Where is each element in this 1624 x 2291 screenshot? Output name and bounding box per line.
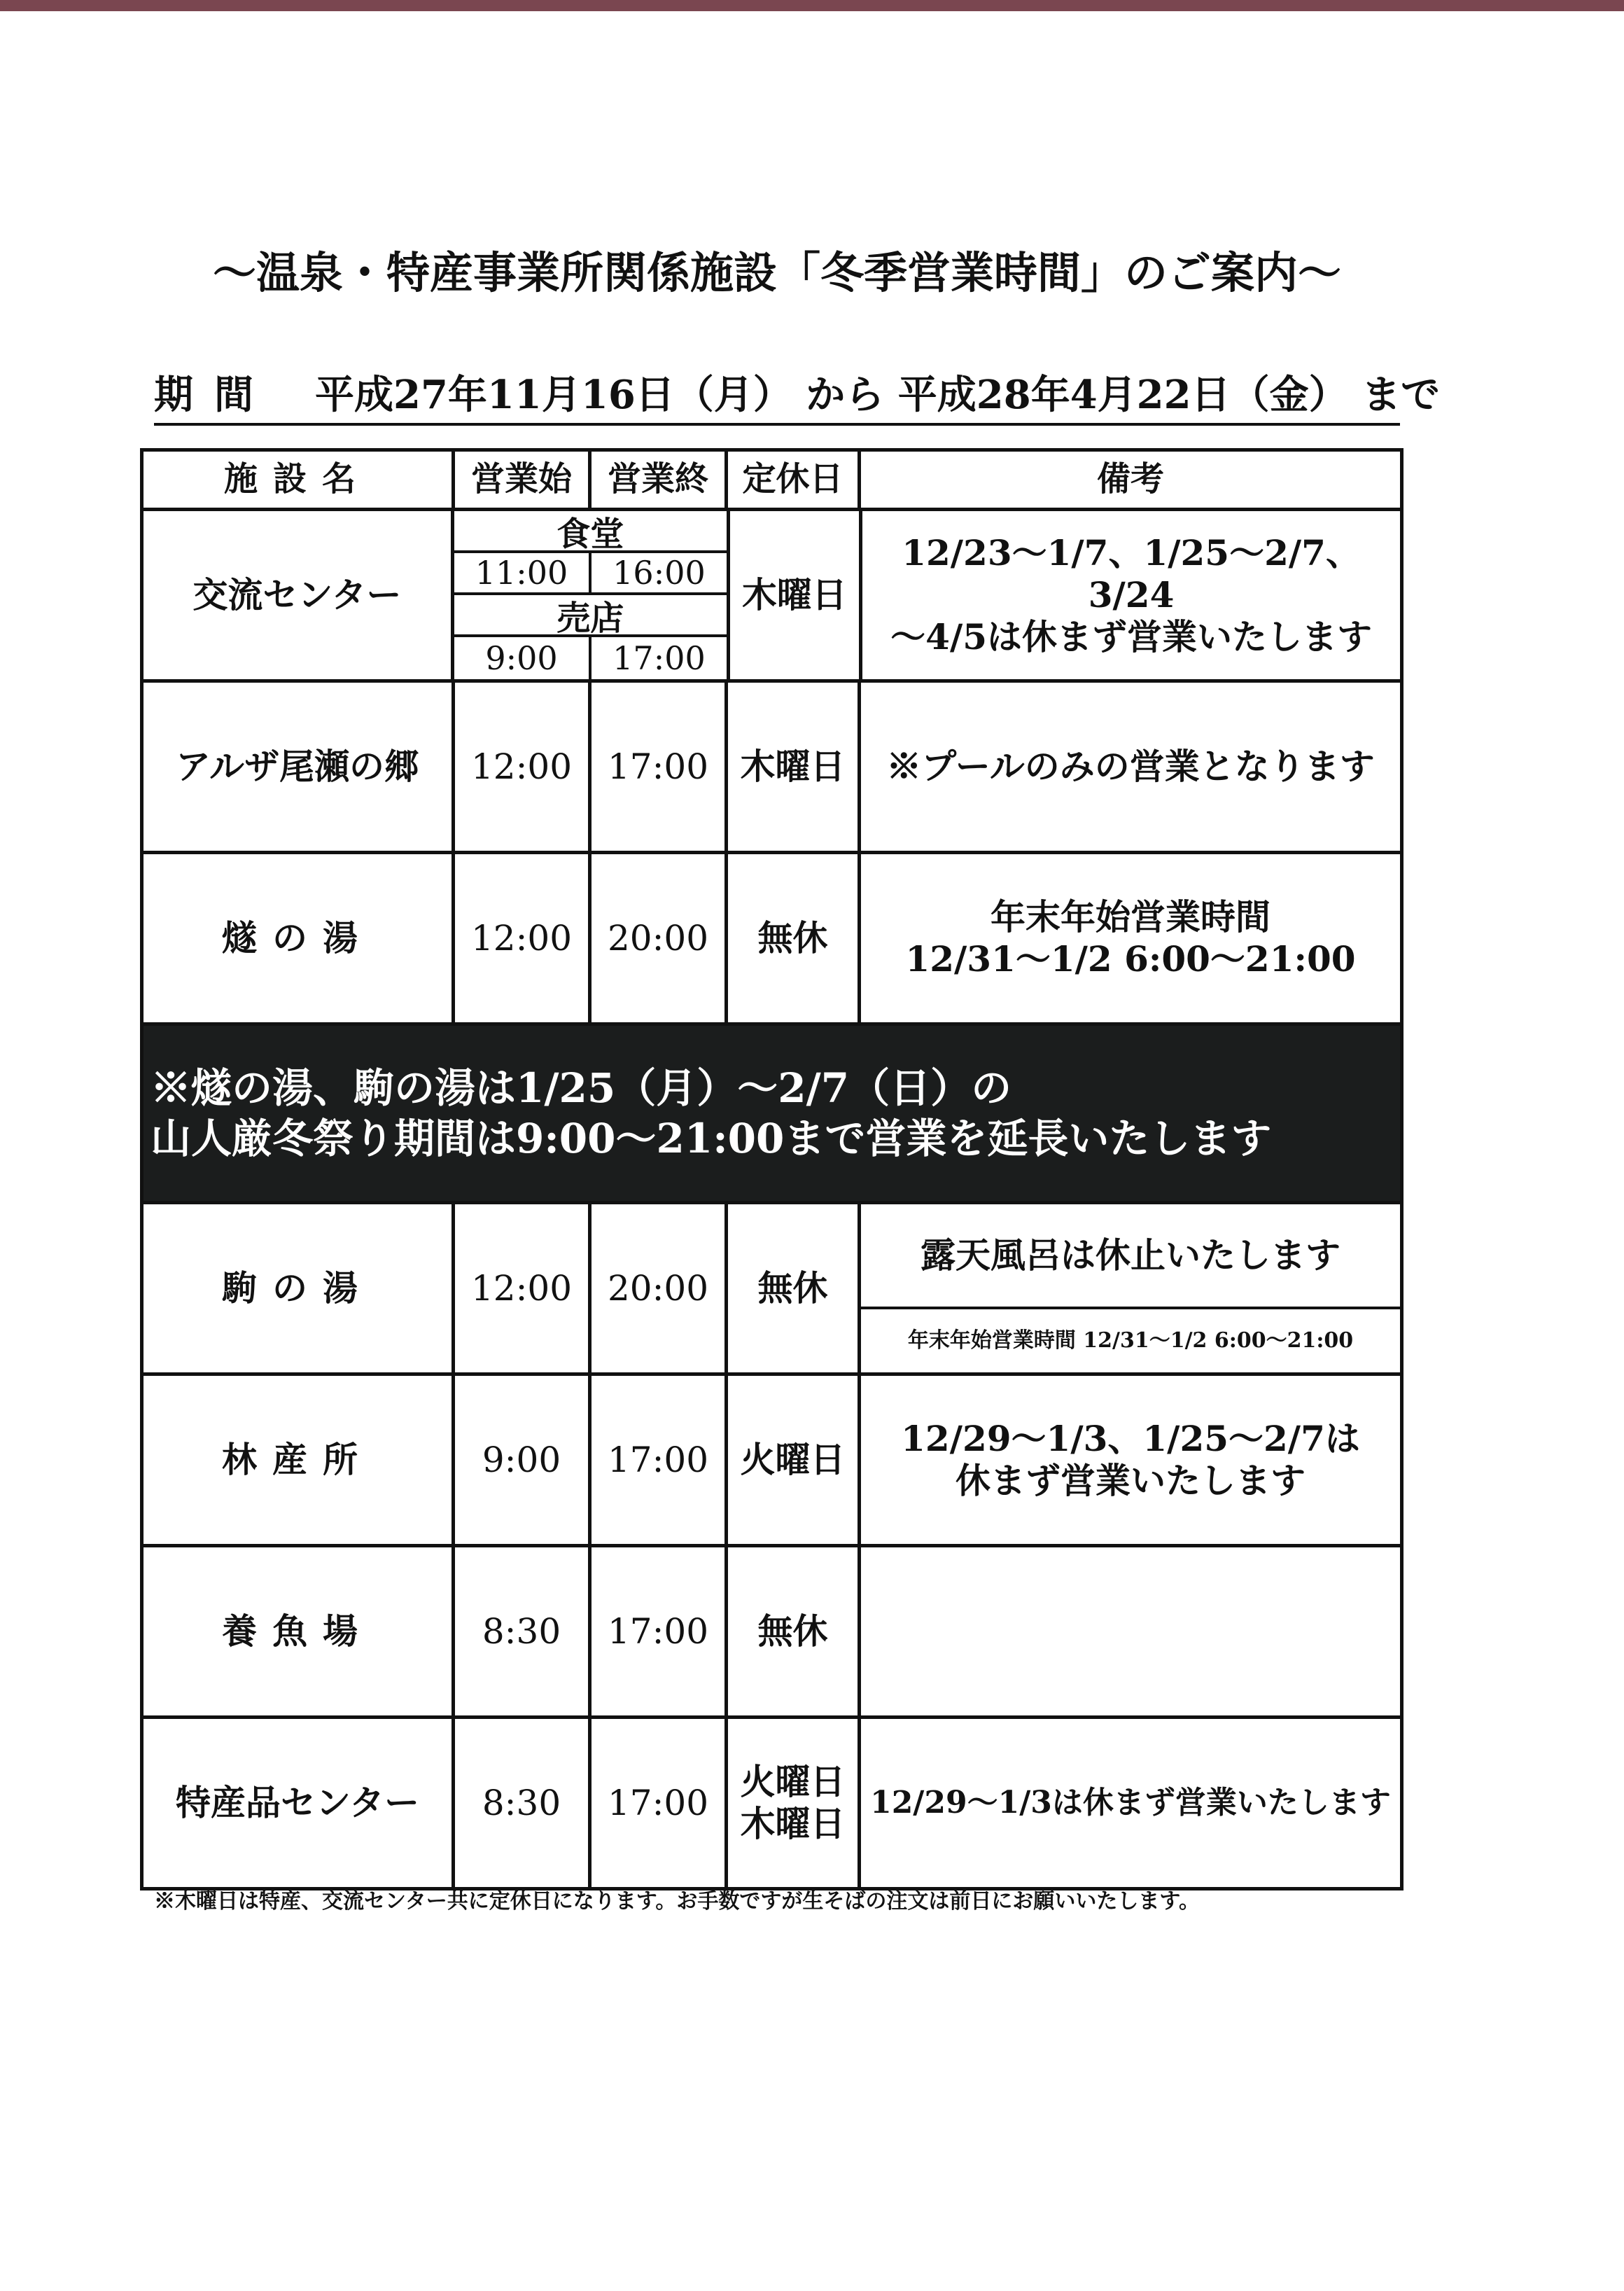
- holiday: [728, 1719, 861, 1887]
- holiday-line: 木曜日: [740, 1803, 846, 1844]
- facility-name: 燧の湯: [144, 854, 455, 1022]
- note: [861, 1376, 1400, 1544]
- open-time: 12:00: [455, 683, 592, 851]
- note: [861, 1204, 1400, 1372]
- header-holiday: 定休日: [728, 452, 861, 508]
- facility-name: 駒の湯: [144, 1204, 455, 1372]
- table-row-koryu: [144, 511, 1400, 683]
- note: 12/29～1/3は休まず営業いたします: [870, 1784, 1391, 1820]
- table-row-rinsan: [144, 1376, 1400, 1547]
- close-time: 17:00: [592, 683, 728, 851]
- period-line: [154, 364, 1441, 426]
- note-top: 露天風呂は休止いたします: [861, 1204, 1400, 1309]
- note: [861, 1547, 1400, 1715]
- holiday: 無休: [728, 1547, 861, 1715]
- open-time: 11:00: [454, 553, 592, 592]
- close-time: 17:00: [592, 1547, 728, 1715]
- header-open: 営業始: [455, 452, 592, 508]
- close-time: 17:00: [592, 1719, 728, 1887]
- banner-line: ※燧の湯、駒の湯は1/25（月）～2/7（日）の: [150, 1064, 1012, 1112]
- open-time: 8:30: [455, 1719, 592, 1887]
- holiday: 木曜日: [730, 511, 862, 679]
- period-label: 期間: [154, 372, 274, 418]
- period-text: 平成27年11月16日（月） から 平成28年4月22日（金） まで: [315, 372, 1441, 418]
- table-row-tokusan: [144, 1719, 1400, 1887]
- open-time: 12:00: [455, 1204, 592, 1372]
- paper-edge: [0, 0, 1624, 11]
- schedule-table: [140, 448, 1404, 1890]
- header-name: 施設名: [144, 452, 455, 508]
- open-time: 12:00: [455, 854, 592, 1022]
- holiday: 火曜日: [728, 1376, 861, 1544]
- note-line: 12/23～1/7、1/25～2/7、3/24: [902, 532, 1361, 615]
- sub-times-baiten: [454, 637, 727, 679]
- close-time: 17:00: [592, 1376, 728, 1544]
- table-row-hiuchi: [144, 854, 1400, 1026]
- notice-banner: [144, 1026, 1400, 1204]
- note: ※プールのみの営業となります: [886, 746, 1375, 787]
- sub-times-shokudo: [454, 553, 727, 595]
- footnote: ※木曜日は特産、交流センター共に定休日になります。お手数ですが生そばの注文は前日にお願いいたします。: [154, 1889, 1200, 1914]
- note-bottom: 年末年始営業時間 12/31～1/2 6:00～21:00: [907, 1328, 1354, 1353]
- sub-label-baiten: 売店: [454, 595, 727, 637]
- banner-line: 山人厳冬祭り期間は9:00～21:00まで営業を延長いたします: [150, 1115, 1272, 1162]
- table-row-koma: [144, 1204, 1400, 1376]
- table-row-aruza: [144, 683, 1400, 854]
- facility-name: 特産品センター: [144, 1719, 455, 1887]
- facility-name: 林産所: [144, 1376, 455, 1544]
- header-note: 備考: [1096, 459, 1164, 499]
- holiday: 無休: [728, 854, 861, 1022]
- note-line: 年末年始営業時間: [990, 896, 1270, 938]
- note-line: ～4/5は休まず営業いたします: [890, 616, 1372, 657]
- close-time: 20:00: [592, 1204, 728, 1372]
- sub-label-shokudo: 食堂: [454, 511, 727, 553]
- note-line: 12/31～1/2 6:00～21:00: [905, 938, 1356, 980]
- note-line: 12/29～1/3、1/25～2/7は: [901, 1418, 1360, 1459]
- note-line: 休まず営業いたします: [955, 1460, 1306, 1501]
- holiday: 無休: [728, 1204, 861, 1372]
- table-header-row: [144, 452, 1400, 511]
- table-row-yogyo: [144, 1547, 1400, 1719]
- page-title: ～温泉・特産事業所関係施設「冬季営業時間」のご案内～: [212, 247, 1341, 298]
- holiday: 木曜日: [728, 683, 861, 851]
- open-time: 9:00: [454, 637, 592, 679]
- facility-name: 交流センター: [144, 511, 454, 679]
- open-time: 8:30: [455, 1547, 592, 1715]
- close-time: 16:00: [612, 554, 706, 592]
- note: [861, 854, 1400, 1022]
- koryu-subhours: [454, 511, 730, 679]
- close-time: 20:00: [592, 854, 728, 1022]
- open-time: 9:00: [455, 1376, 592, 1544]
- holiday-line: 火曜日: [740, 1761, 846, 1802]
- close-time: 17:00: [612, 639, 706, 677]
- facility-name: 養魚場: [144, 1547, 455, 1715]
- note: [862, 511, 1400, 679]
- facility-name: アルザ尾瀬の郷: [144, 683, 455, 851]
- header-close: 営業終: [592, 452, 728, 508]
